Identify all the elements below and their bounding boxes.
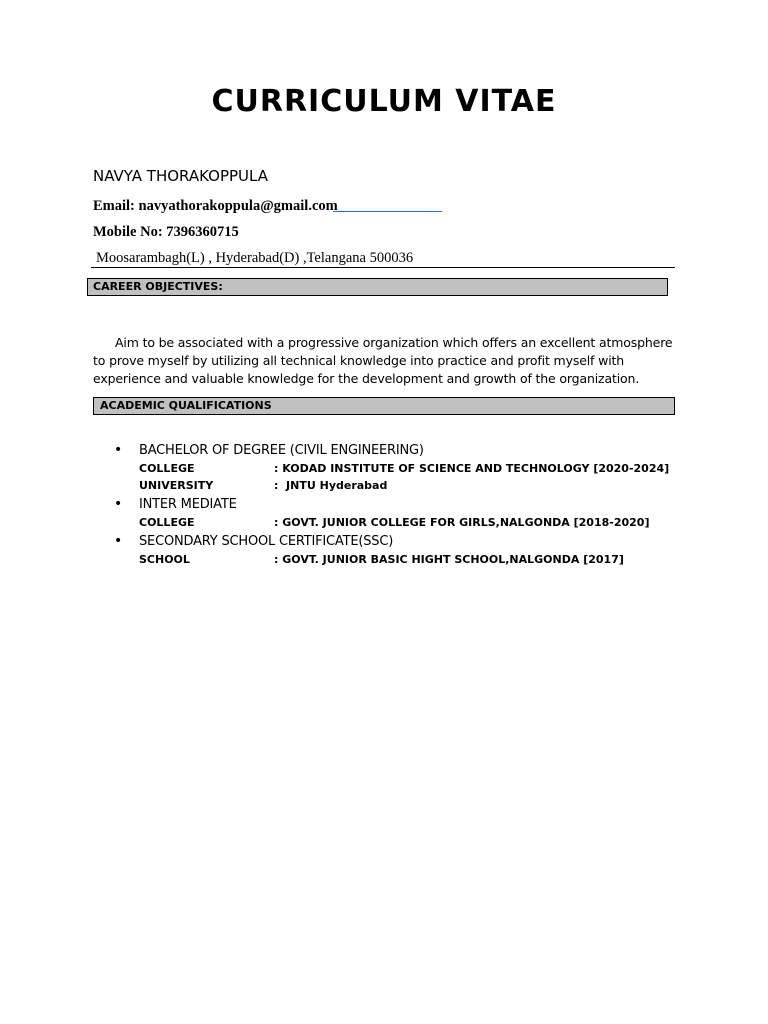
detail-value: : KODAD INSTITUTE OF SCIENCE AND TECHNOLOGY [2020-2024] [274,462,670,475]
email-address[interactable]: navyathorakoppula@gmail.com [138,198,338,214]
qualification-title: BACHELOR OF DEGREE (CIVIL ENGINEERING) [139,443,424,458]
document-title: CURRICULUM VITAE [211,84,557,119]
bullet-icon: • [114,442,123,458]
address: Moosarambagh(L) , Hyderabad(D) ,Telangana 500036 [96,250,414,266]
qualification-title: INTER MEDIATE [139,497,237,512]
email-label: Email: [93,198,135,214]
divider [91,267,675,268]
bullet-icon: • [114,496,123,512]
mobile-label: Mobile No: [93,224,163,240]
detail-label: COLLEGE [139,516,195,529]
detail-value: : GOVT. JUNIOR BASIC HIGHT SCHOOL,NALGONDA [2017] [274,553,624,566]
career-objective-text [93,334,673,388]
career-objectives-heading [87,278,668,296]
qualification-title: SECONDARY SCHOOL CERTIFICATE(SSC) [139,534,394,549]
career-objectives-label: CAREER OBJECTIVES: [93,280,223,293]
academic-qualifications-heading [93,397,675,415]
detail-value: : JNTU Hyderabad [274,479,388,492]
academic-qualifications-label: ACADEMIC QUALIFICATIONS [100,399,272,412]
detail-label: UNIVERSITY [139,479,214,492]
mobile-line [93,224,239,241]
mobile-number: 7396360715 [166,224,239,240]
detail-label: COLLEGE [139,462,195,475]
candidate-name: NAVYA THORAKOPPULA [93,167,268,185]
detail-value: : GOVT. JUNIOR COLLEGE FOR GIRLS,NALGONDA [2018-2020] [274,516,650,529]
detail-label: SCHOOL [139,553,190,566]
email-line [93,198,338,215]
bullet-icon: • [114,533,123,549]
email-underline [333,211,442,212]
career-objective-body: Aim to be associated with a progressive organization which offers an excellent atmosphere to prove myself by utilizing all technical knowledge into practice and profit myself with experience and valuable knowledge for the development and growth of the organization. [93,335,673,386]
